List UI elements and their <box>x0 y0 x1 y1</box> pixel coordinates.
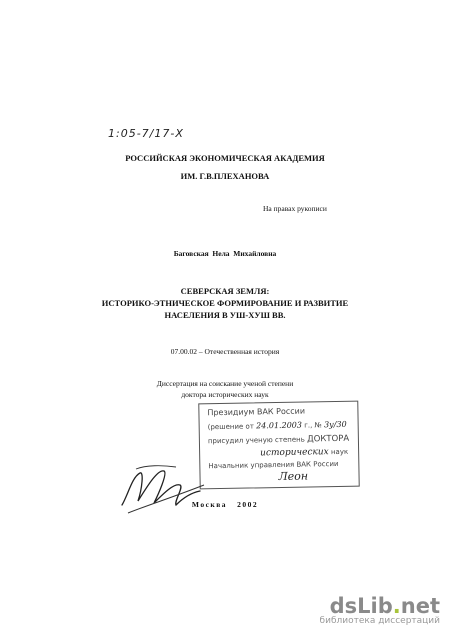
signature-image <box>118 455 208 525</box>
institution-subname: ИМ. Г.В.ПЛЕХАНОВА <box>180 171 270 181</box>
degree-statement-line2: доктора исторических наук <box>181 390 269 399</box>
dslib-logo-part1: dsLib <box>329 594 393 618</box>
stamp-decision-date: 24.01.2003 <box>256 420 303 431</box>
place-and-year: Москва 2002 <box>191 500 259 509</box>
stamp-official-signature: Леон <box>278 469 309 484</box>
thesis-title-line1: СЕВЕРСКАЯ ЗЕМЛЯ: <box>180 286 270 296</box>
institution-name: РОССИЙСКАЯ ЭКОНОМИЧЕСКАЯ АКАДЕМИЯ <box>125 153 325 163</box>
stamp-decision-number-label: г., № <box>304 421 322 430</box>
stamp-degree-prefix: присудил ученую степень <box>207 435 305 446</box>
stamp-field-suffix: наук <box>330 447 349 457</box>
dslib-logo-part2: net <box>400 594 440 618</box>
dslib-subtitle: библиотека диссертаций <box>319 616 440 626</box>
stamp-line-presidium: Президиум ВАК России <box>207 406 306 418</box>
dslib-logo-dot: . <box>392 594 401 618</box>
dslib-logo <box>320 594 440 618</box>
rights-note: На правах рукописи <box>263 204 327 213</box>
degree-statement-line1: Диссертация на соискание ученой степени <box>156 379 294 388</box>
dslib-watermark <box>320 594 440 626</box>
author-name: Баговская Нела Михайловна <box>173 249 277 258</box>
stamp-decision-prefix: (решение от <box>207 422 254 432</box>
vak-approval-stamp <box>198 401 359 490</box>
thesis-title-line3: НАСЕЛЕНИЯ В УШ-ХУШ ВВ. <box>164 310 286 320</box>
stamp-line-degree <box>208 434 349 446</box>
thesis-title-line2: ИСТОРИКО-ЭТНИЧЕСКОЕ ФОРМИРОВАНИЕ И РАЗВИТИЕ <box>101 298 349 308</box>
stamp-line-field <box>260 447 348 459</box>
stamp-line-decision <box>208 420 347 431</box>
stamp-degree-value: ДОКТОРА <box>306 433 350 445</box>
stamp-line-official: Начальник управления ВАК России <box>208 459 339 471</box>
specialty-code: 07.00.02 – Отечественная история <box>170 347 280 356</box>
stamp-field-handwritten: исторических <box>260 447 329 459</box>
handwritten-catalog-code: 1:05-7/17-Х <box>108 127 184 140</box>
stamp-decision-number: 3у/30 <box>323 419 347 430</box>
